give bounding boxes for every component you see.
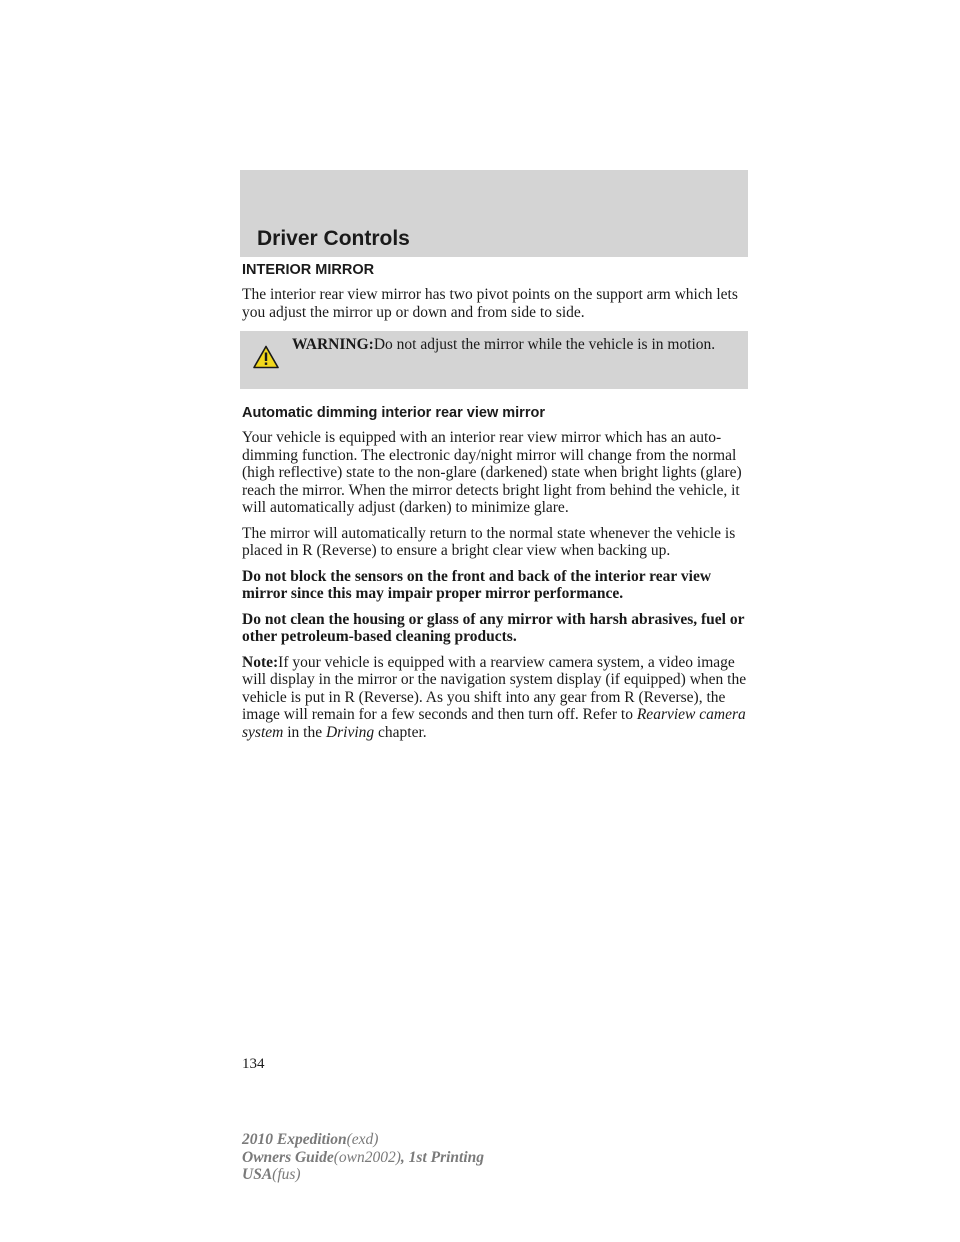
note-reference-chapter: Driving: [325, 723, 375, 741]
note-mid: in the: [287, 723, 323, 741]
footer-printing: , 1st Printing: [400, 1148, 485, 1166]
note-text: If your vehicle is equipped with a rearview camera system, a video image will display in the mirror or the navigation system display (if equipped) when the vehicle is put in R (Reverse). As you shift into any gear from R (Reverse), the image will remain for a few seconds and then turn off. Refer to: [242, 653, 747, 723]
document-footer: [242, 1131, 484, 1184]
page-number: 134: [242, 1056, 265, 1072]
sensor-caution-paragraph: Do not block the sensors on the front and back of the interior rear view mirror since this may impair proper mirror performance.: [242, 567, 712, 602]
footer-line-1: [242, 1131, 484, 1149]
reverse-paragraph: The mirror will automatically return to the normal state whenever the vehicle is placed in R (Reverse) to ensure a bright clear view when backing up.: [242, 524, 736, 559]
note-label: Note:: [242, 653, 279, 671]
note-reference-camera: Rearview camera system: [242, 706, 746, 741]
chapter-title: Driver Controls: [257, 227, 410, 250]
section-heading: INTERIOR MIRROR: [242, 262, 375, 278]
warning-text: [292, 336, 732, 354]
intro-paragraph: The interior rear view mirror has two pivot points on the support arm which lets you adjust the mirror up or down and from side to side.: [242, 286, 738, 321]
footer-guide: Owners Guide: [242, 1148, 334, 1166]
footer-model-code: (exd): [346, 1131, 379, 1148]
warning-triangle-icon: [253, 345, 279, 369]
warning-box: [240, 331, 748, 389]
subsection-heading: Automatic dimming interior rear view mirror: [242, 405, 545, 421]
footer-line-3: [242, 1166, 484, 1184]
footer-guide-code: (own2002): [333, 1148, 401, 1166]
auto-dimming-paragraph: Your vehicle is equipped with an interior rear view mirror which has an auto-dimming function. The electronic day/night mirror will change from the normal (high reflective) state to the non-glare (darkened) state when bright lights (glare) reach the mirror. When the mirror detects bright light from behind the vehicle, it will automatically adjust (darken) to minimize glare.: [242, 429, 742, 516]
cleaning-caution-paragraph: Do not clean the housing or glass of any mirror with harsh abrasives, fuel or other petroleum-based cleaning products.: [242, 610, 745, 645]
warning-message: Do not adjust the mirror while the vehicle is in motion.: [373, 336, 716, 353]
note-paragraph: [242, 654, 752, 742]
footer-region: USA: [242, 1166, 273, 1183]
page-content: [242, 262, 752, 749]
note-end: chapter.: [378, 723, 427, 741]
footer-model: 2010 Expedition: [242, 1131, 347, 1148]
footer-region-code: (fus): [272, 1166, 301, 1183]
footer-line-2: [242, 1149, 484, 1167]
section-header-band: [240, 170, 748, 257]
warning-label: WARNING:: [292, 336, 374, 353]
